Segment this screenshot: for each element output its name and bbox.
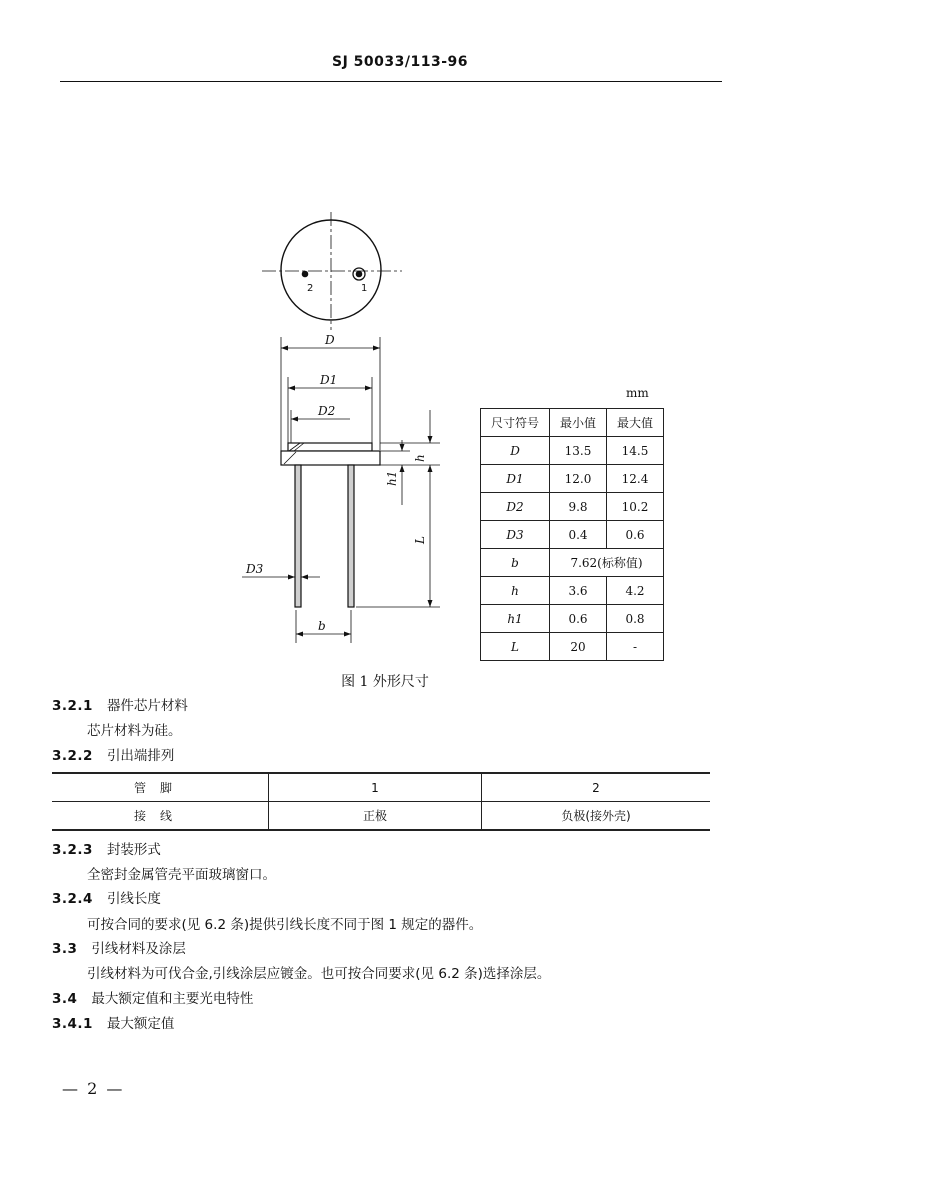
header-cell: 最大值 — [607, 409, 664, 437]
table-row — [52, 802, 710, 831]
top-view — [262, 212, 402, 330]
section-title: 引出端排列 — [106, 748, 175, 764]
figure-caption: 图 1 外形尺寸 — [341, 674, 429, 690]
header-cell: 最小值 — [550, 409, 607, 437]
section-heading-3-2-1 — [52, 694, 188, 714]
symbol-cell: D2 — [481, 493, 550, 521]
dimension-table — [480, 408, 664, 661]
pin-assignment-table — [52, 772, 710, 831]
symbol-cell: h1 — [481, 605, 550, 633]
nominal-cell: 7.62(标称值) — [550, 549, 664, 577]
page-number: — 2 — — [62, 1079, 125, 1098]
connection-2-cell: 负极(接外壳) — [482, 802, 711, 831]
section-title: 封装形式 — [106, 842, 161, 858]
pin-label-1: 1 — [361, 283, 368, 294]
symbol-cell: D3 — [481, 521, 550, 549]
section-heading-3-4 — [52, 987, 253, 1007]
table-row — [481, 521, 664, 549]
min-cell: 3.6 — [550, 577, 607, 605]
table-row — [481, 437, 664, 465]
table-row — [481, 493, 664, 521]
section-number: 3.2.4 — [52, 891, 93, 907]
section-number: 3.2.1 — [52, 698, 93, 714]
symbol-cell: b — [481, 549, 550, 577]
min-cell: 12.0 — [550, 465, 607, 493]
max-cell: 14.5 — [607, 437, 664, 465]
dim-label-h: h — [413, 454, 427, 462]
pin-label-2: 2 — [307, 283, 314, 294]
side-view — [242, 337, 440, 643]
section-number: 3.2.3 — [52, 842, 93, 858]
dim-label-L: L — [413, 536, 427, 544]
max-cell: 0.6 — [607, 521, 664, 549]
max-cell: 12.4 — [607, 465, 664, 493]
dim-label-D1: D1 — [320, 373, 338, 387]
section-text-3-2-4: 可按合同的要求(见 6.2 条)提供引线长度不同于图 1 规定的器件。 — [87, 917, 483, 933]
max-cell: 10.2 — [607, 493, 664, 521]
pin-header-cell: 管脚 — [52, 773, 269, 802]
min-cell: 9.8 — [550, 493, 607, 521]
max-cell: 4.2 — [607, 577, 664, 605]
section-title: 最大额定值 — [106, 1016, 175, 1032]
section-number: 3.3 — [52, 941, 78, 957]
max-cell: 0.8 — [607, 605, 664, 633]
pin-2-cell: 2 — [482, 773, 711, 802]
table-row — [481, 465, 664, 493]
table-header-row — [481, 409, 664, 437]
document-code: SJ 50033/113-96 — [331, 54, 468, 70]
section-text-3-3: 引线材料为可伐合金,引线涂层应镀金。也可按合同要求(见 6.2 条)选择涂层。 — [87, 966, 551, 982]
symbol-cell: h — [481, 577, 550, 605]
min-cell: 0.4 — [550, 521, 607, 549]
pin-1-cell: 1 — [269, 773, 482, 802]
section-title: 引线长度 — [106, 891, 161, 907]
table-row — [481, 549, 664, 577]
section-number: 3.4 — [52, 991, 78, 1007]
symbol-cell: D — [481, 437, 550, 465]
min-cell: 13.5 — [550, 437, 607, 465]
connection-1-cell: 正极 — [269, 802, 482, 831]
table-row — [481, 633, 664, 661]
symbol-cell: D1 — [481, 465, 550, 493]
section-text-3-2-1: 芯片材料为硅。 — [87, 723, 182, 739]
dim-label-D: D — [325, 333, 335, 347]
connection-header-cell: 接线 — [52, 802, 269, 831]
section-heading-3-3 — [52, 937, 186, 957]
table-unit: mm — [626, 386, 649, 400]
section-heading-3-2-4 — [52, 887, 161, 907]
min-cell: 20 — [550, 633, 607, 661]
dim-label-b: b — [318, 619, 326, 633]
table-row — [481, 577, 664, 605]
dim-label-D3: D3 — [246, 562, 264, 576]
section-number: 3.2.2 — [52, 748, 93, 764]
section-text-3-2-3: 全密封金属管壳平面玻璃窗口。 — [87, 867, 276, 883]
min-cell: 0.6 — [550, 605, 607, 633]
section-title: 最大额定值和主要光电特性 — [91, 991, 254, 1007]
section-heading-3-4-1 — [52, 1012, 174, 1032]
section-heading-3-2-2 — [52, 744, 174, 764]
section-heading-3-2-3 — [52, 838, 161, 858]
section-title: 引线材料及涂层 — [91, 941, 186, 957]
section-number: 3.4.1 — [52, 1016, 93, 1032]
table-row — [52, 773, 710, 802]
table-row — [481, 605, 664, 633]
dim-label-h1: h1 — [385, 470, 399, 486]
symbol-cell: L — [481, 633, 550, 661]
max-cell: - — [607, 633, 664, 661]
header-cell: 尺寸符号 — [481, 409, 550, 437]
section-title: 器件芯片材料 — [106, 698, 188, 714]
dim-label-D2: D2 — [318, 404, 336, 418]
